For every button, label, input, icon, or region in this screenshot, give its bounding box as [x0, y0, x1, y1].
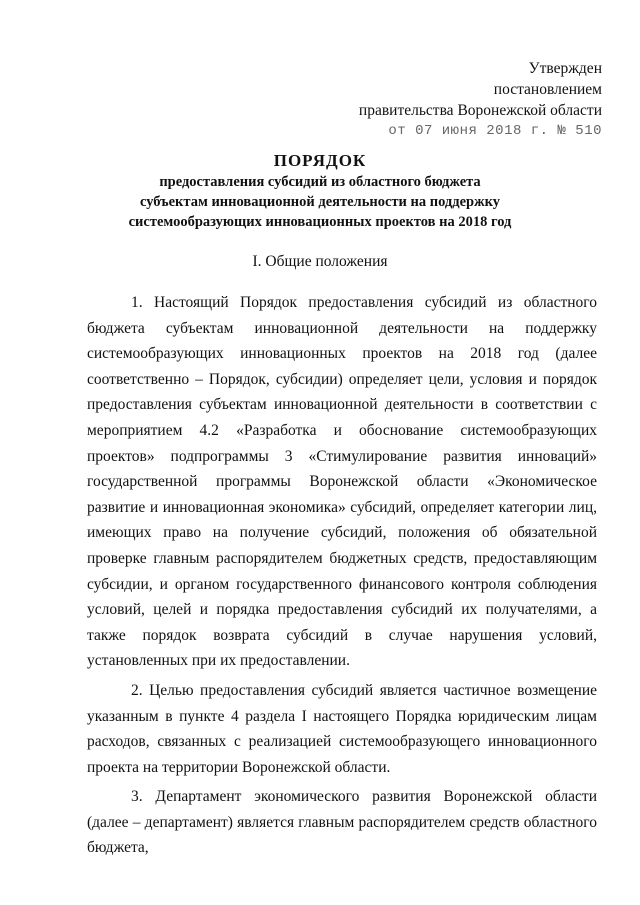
approval-line-3: правительства Воронежской области [358, 102, 602, 119]
document-title: ПОРЯДОК [273, 151, 367, 170]
document-subtitle-line-3: системообразующих инновационных проектов на 2018 год [128, 214, 512, 230]
approval-line-2: постановлением [493, 81, 602, 98]
document-subtitle-line-1: предоставления субсидий из областного бюджета [159, 174, 481, 190]
document-subtitle-line-2: субъектам инновационной деятельности на поддержку [139, 194, 501, 210]
document-title-block [80, 150, 560, 232]
approval-block [359, 58, 602, 142]
paragraph-3: 3. Департамент экономического развития Воронежской области (далее – департамент) является главным распорядителем средств областного бюджета, [87, 788, 597, 857]
approval-date-stamp: от 07 июня 2018 г. № 510 [388, 123, 602, 139]
paragraph-1: 1. Настоящий Порядок предоставления субсидий из областного бюджета субъектам инновационной деятельности на поддержку системообразующих инновационных проектов на 2018 год (далее соответственно – Порядок, субсидии) определяет цели, условия и порядок предоставления субъектам инновационной деятельности в соответствии с мероприятием 4.2 «Разработка и обоснование системообразующих проектов» подпрограммы 3 «Стимулирование развития инноваций» государственной программы Воронежской области «Экономическое развитие и инновационная экономика» субсидий, определяет категории лиц, имеющих право на получение субсидий, положения об обязательной проверке главным распорядителем бюджетных средств, предоставляющим субсидии, и органом государственного финансового контроля соблюдения условий, целей и порядка предоставления субсидий их получателями, а также порядок возврата субсидий в случае нарушения условий, установленных при их предоставлении. [87, 294, 597, 670]
approval-line-1: Утвержден [528, 60, 602, 77]
section-heading: I. Общие положения [252, 253, 388, 270]
document-body [87, 290, 597, 865]
paragraph-2: 2. Целью предоставления субсидий является частичное возмещение указанным в пункте 4 раздела I настоящего Порядка юридическим лицам расходов, связанных с реализацией системообразующего инновационного проекта на территории Воронежской области. [87, 681, 597, 776]
